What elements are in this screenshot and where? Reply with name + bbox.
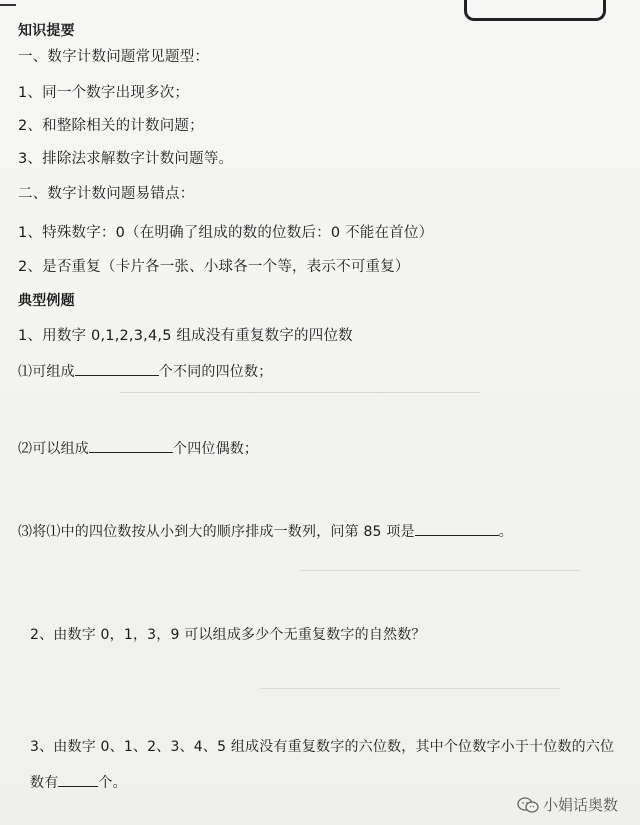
knowledge-item: 2、是否重复（卡片各一张、小球各一个等，表示不可重复） xyxy=(18,259,410,275)
sub-2-suffix: 个四位偶数； xyxy=(173,441,259,457)
bleed-through-line xyxy=(260,688,560,689)
question-1-sub-1 xyxy=(18,361,272,381)
question-1-sub-2 xyxy=(18,438,258,458)
question-1-sub-3 xyxy=(18,521,513,541)
bleed-through-line xyxy=(300,570,580,571)
answer-blank-2[interactable] xyxy=(89,438,173,453)
wechat-icon xyxy=(517,796,539,814)
watermark xyxy=(517,794,618,815)
knowledge-item: 2、和整除相关的计数问题； xyxy=(18,118,204,134)
answer-blank-3[interactable] xyxy=(415,521,499,536)
bleed-through-line xyxy=(120,392,480,393)
answer-blank-4[interactable] xyxy=(58,772,98,787)
section-title-examples: 典型例题 xyxy=(18,293,75,309)
knowledge-part1-title: 一、数字计数问题常见题型： xyxy=(18,49,210,65)
sub-1-prefix: ⑴可组成 xyxy=(18,364,75,380)
question-3-line-1: 3、由数字 0、1、2、3、4、5 组成没有重复数字的六位数，其中个位数字小于十位数的六位 xyxy=(30,739,615,755)
sub-1-suffix: 个不同的四位数； xyxy=(158,364,273,380)
knowledge-item: 1、特殊数字：0（在明确了组成的数的位数后：0 不能在首位） xyxy=(18,225,434,241)
question-3-line-2 xyxy=(30,772,127,792)
knowledge-part2-title: 二、数字计数问题易错点： xyxy=(18,186,195,202)
corner-frame xyxy=(464,0,606,21)
q3-suffix: 个。 xyxy=(98,775,127,791)
question-1-stem: 1、用数字 0,1,2,3,4,5 组成没有重复数字的四位数 xyxy=(18,328,353,344)
knowledge-item: 3、排除法求解数字计数问题等。 xyxy=(18,151,234,167)
sub-2-prefix: ⑵可以组成 xyxy=(18,441,89,457)
answer-blank-1[interactable] xyxy=(75,361,159,376)
top-edge-dash xyxy=(0,4,16,6)
knowledge-item: 1、同一个数字出现多次； xyxy=(18,85,190,101)
q3-prefix: 数有 xyxy=(30,775,59,791)
sub-3-suffix: 。 xyxy=(498,524,513,540)
section-title-knowledge: 知识提要 xyxy=(18,23,75,39)
question-2: 2、由数字 0，1，3，9 可以组成多少个无重复数字的自然数？ xyxy=(30,627,426,643)
watermark-text: 小娟话奥数 xyxy=(542,796,618,814)
sub-3-prefix: ⑶将⑴中的四位数按从小到大的顺序排成一数列，问第 85 项是 xyxy=(18,524,415,540)
